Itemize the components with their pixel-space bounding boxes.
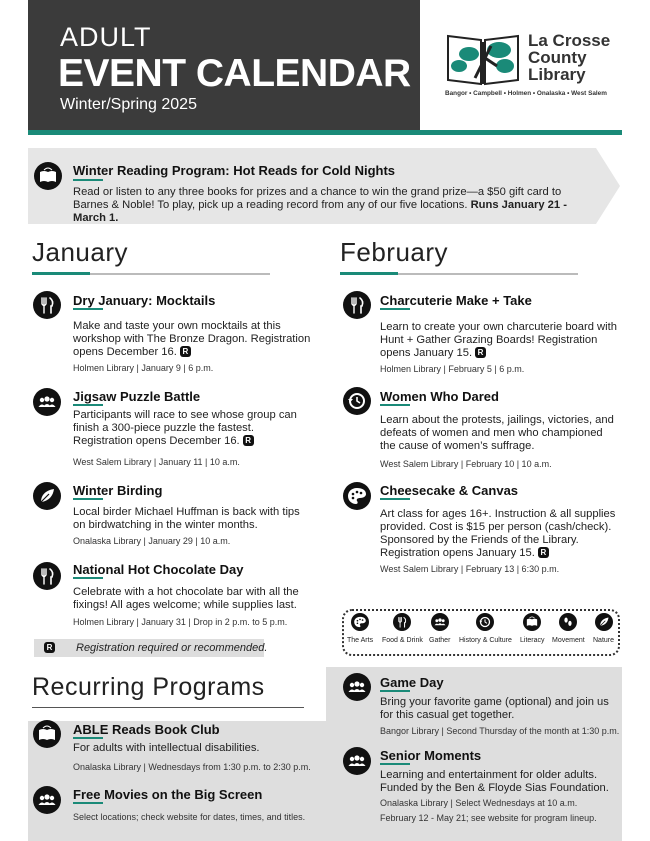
program-title: ABLE Reads Book Club [73,722,220,737]
literacy-icon [33,720,61,748]
legend-item-arts: The Arts [347,613,373,644]
registration-badge: R [44,642,55,653]
event-title: National Hot Chocolate Day [73,562,244,577]
program-description: For adults with intellectual disabilities. [73,742,260,754]
event-meta: Holmen Library | February 5 | 6 p.m. [380,364,525,374]
event-title-rule [380,498,410,500]
event-title-rule [73,404,103,406]
event-title: Jigsaw Puzzle Battle [73,389,201,404]
january-heading-rule [32,273,270,275]
event-meta: West Salem Library | February 10 | 10 a.m. [380,459,552,469]
event-description: Learn about the protests, jailings, victories, and defeats of women and men who championed the cause of women’s suffrage. [380,414,614,452]
event-title-rule [380,404,410,406]
event-description: Celebrate with a hot chocolate bar with all the fixings! All ages welcome; while supplies last. [73,586,299,611]
logo-name: La Crosse County Library [528,31,611,84]
program-title-rule [380,690,410,692]
program-meta-dates: February 12 - May 21; see website for program lineup. [380,813,597,823]
event-meta: Holmen Library | January 9 | 6 p.m. [73,363,214,373]
logo-branches: Bangor • Campbell • Holmen • Onalaska • West Salem [445,90,607,97]
library-book-tree-icon [445,28,521,86]
month-heading-february: February [340,237,449,267]
nature-icon [33,482,61,510]
program-title-rule [73,737,103,739]
program-description: Bring your favorite game (optional) and join us for this casual get together. [380,696,609,721]
food-drink-icon [33,562,61,590]
banner-title: Winter Reading Program: Hot Reads for Cold Nights [73,163,396,178]
legend-item-history: History & Culture [459,613,512,644]
month-heading-january: January [32,237,128,267]
program-title-rule [380,763,410,765]
event-description: Make and taste your own mocktails at this workshop with The Bronze Dragon. Registration opens December 16. R [73,320,311,358]
program-description: Learning and entertainment for older adults. Funded by the Ben & Floyde Sias Foundation. [380,769,609,794]
registration-badge: R [538,547,549,558]
literacy-icon [34,162,62,190]
gather-icon [343,673,371,701]
header-line-adult: ADULT [60,22,152,52]
gather-icon [33,388,61,416]
legend-item-gather: Gather [429,613,450,644]
header-banner [28,0,420,130]
legend-item-literacy: Literacy [520,613,545,644]
legend-item-movement: Movement [552,613,585,644]
recurring-heading-rule [32,707,304,708]
legend-item-food-drink: Food & Drink [382,613,423,644]
event-title: Women Who Dared [380,389,499,404]
legend-item-nature: Nature [593,613,614,644]
event-description: Participants will race to see whose group can finish a 300-piece puzzle the fastest. Registration opens December 16. R [73,409,297,447]
program-title: Senior Moments [380,748,482,763]
event-title: Cheesecake & Canvas [380,483,519,498]
event-title-rule [73,577,103,579]
registration-note-text: Registration required or recommended. [76,642,268,654]
event-title-rule [73,498,103,500]
event-title: Charcuterie Make + Take [380,293,532,308]
event-meta: West Salem Library | January 11 | 10 a.m. [73,457,240,467]
category-legend [342,609,620,656]
program-title-rule [73,802,103,804]
registration-badge: R [475,347,486,358]
banner-title-rule [73,179,103,181]
event-title-rule [380,308,410,310]
winter-reading-banner [28,148,620,224]
food-drink-icon [33,291,61,319]
event-description: Learn to create your own charcuterie board with Hunt + Gather Grazing Boards! Registration opens January 15. R [380,321,617,359]
event-meta: Onalaska Library | January 29 | 10 a.m. [73,536,231,546]
event-title: Dry January: Mocktails [73,293,216,308]
recurring-programs-heading: Recurring Programs [32,673,265,701]
library-logo[interactable] [445,28,615,103]
registration-note [34,639,268,657]
banner-description: Read or listen to any three books for prizes and a chance to win the grand prize—a $50 gift card to Barnes & Noble! To play, pick up a reading record from any of our five locations. Runs January 21 - March 1. [73,186,567,224]
february-heading-rule [340,273,578,275]
header-title: EVENT CALENDAR [58,52,411,95]
gather-icon [343,747,371,775]
program-meta: Onalaska Library | Wednesdays from 1:30 p.m. to 2:30 p.m. [73,762,311,772]
registration-badge: R [243,435,254,446]
event-meta: Holmen Library | January 31 | Drop in 2 p.m. to 5 p.m. [73,617,288,627]
event-description: Art class for ages 16+. Instruction & all supplies provided. Cost is $15 per person (cash/check). Sponsored by the Friends of the Library. Registration opens January 15. R [380,508,616,559]
history-icon [343,387,371,415]
arts-icon [343,482,371,510]
program-title: Free Movies on the Big Screen [73,787,263,802]
header-season: Winter/Spring 2025 [60,96,197,113]
header-accent-rule [28,130,622,135]
program-meta: Select locations; check website for dates, times, and titles. [73,812,306,822]
event-title-rule [73,308,103,310]
food-drink-icon [343,291,371,319]
event-description: Local birder Michael Huffman is back with tips on birdwatching in the winter months. [73,506,300,531]
program-meta: Bangor Library | Second Thursday of the month at 1:30 p.m. [380,726,620,736]
program-title: Game Day [380,675,444,690]
gather-icon [33,786,61,814]
event-title: Winter Birding [73,483,163,498]
program-meta: Onalaska Library | Select Wednesdays at 10 a.m. [380,798,578,808]
registration-badge: R [180,346,191,357]
event-meta: West Salem Library | February 13 | 6:30 p.m. [380,564,560,574]
